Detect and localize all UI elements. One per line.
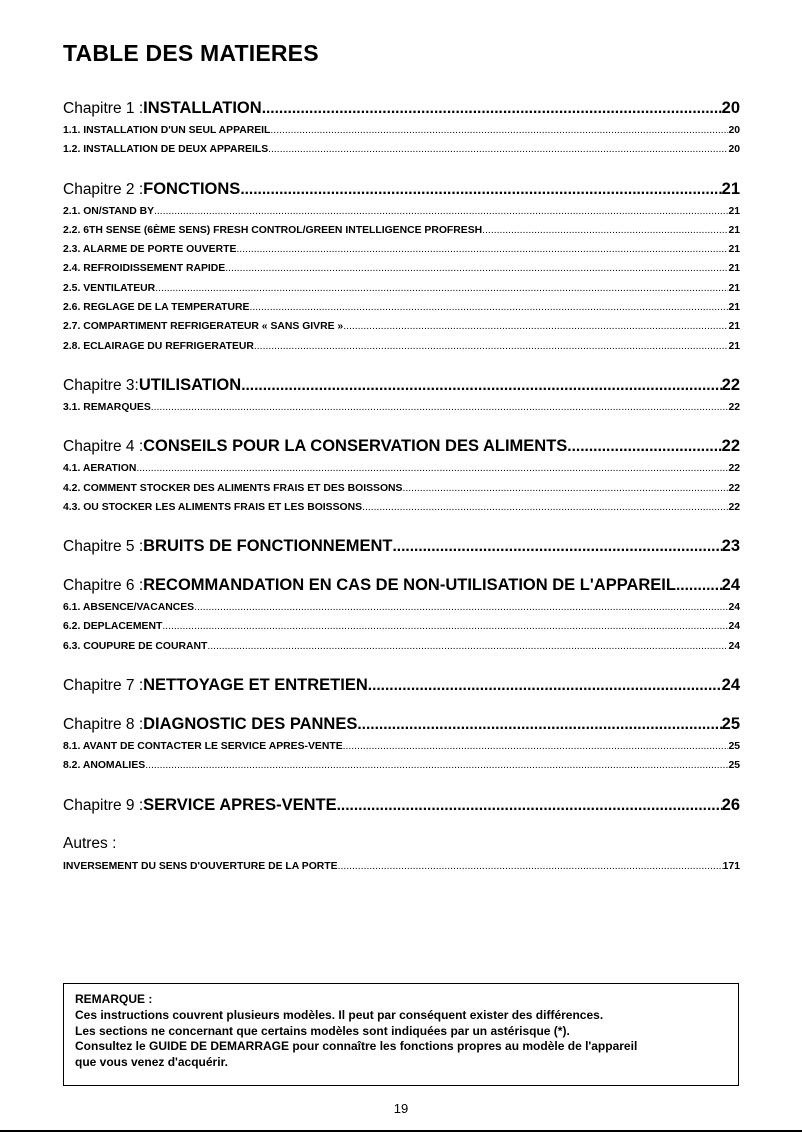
section-title: 6.1. ABSENCE/VACANCES xyxy=(63,602,195,614)
chapter-entry[interactable] xyxy=(63,433,740,459)
section-title: 2.2. 6TH SENSE (6ÈME SENS) FRESH CONTROL/GREEN INTELLIGENCE PROFRESH xyxy=(63,224,483,236)
dot-leader xyxy=(268,140,728,159)
section-entry[interactable] xyxy=(63,737,740,756)
section-entry[interactable] xyxy=(63,317,740,336)
note-line: Consultez le GUIDE DE DEMARRAGE pour connaître les fonctions propres au modèle de l'appareil xyxy=(75,1039,638,1054)
section-page-number: 171 xyxy=(722,860,740,872)
section-entry[interactable] xyxy=(63,598,740,617)
section-entry[interactable] xyxy=(63,498,740,517)
section-title: 1.2. INSTALLATION DE DEUX APPAREILS xyxy=(63,144,269,156)
chapter-prefix: Chapitre 3: xyxy=(63,376,139,394)
note-line: que vous venez d'acquérir. xyxy=(75,1055,228,1070)
section-title: 2.4. REFROIDISSEMENT RAPIDE xyxy=(63,263,226,275)
dot-leader xyxy=(162,617,728,636)
chapter-entry[interactable] xyxy=(63,176,740,202)
section-entry[interactable] xyxy=(63,479,740,498)
chapter-page-number: 22 xyxy=(721,437,740,456)
spacer xyxy=(63,559,740,572)
section-title: 2.3. ALARME DE PORTE OUVERTE xyxy=(63,244,237,256)
dot-leader xyxy=(337,793,722,819)
dot-leader xyxy=(402,479,728,498)
section-entry[interactable] xyxy=(63,337,740,356)
section-page-number: 21 xyxy=(728,263,740,275)
section-title: INVERSEMENT DU SENS D'OUVERTURE DE LA PORTE xyxy=(63,860,338,872)
section-title: 8.1. AVANT DE CONTACTER LE SERVICE APRES-VENTE xyxy=(63,741,343,753)
dot-leader xyxy=(482,221,728,240)
section-entry[interactable] xyxy=(63,298,740,317)
chapter-page-number: 23 xyxy=(721,537,740,556)
section-page-number: 21 xyxy=(728,205,740,217)
dot-leader xyxy=(154,202,728,221)
dot-leader xyxy=(343,737,729,756)
section-page-number: 21 xyxy=(728,224,740,236)
dot-leader xyxy=(362,498,728,517)
section-title: 2.7. COMPARTIMENT REFRIGERATEUR « SANS GIVRE » xyxy=(63,321,344,333)
section-entry[interactable] xyxy=(63,279,740,298)
section-entry[interactable] xyxy=(63,259,740,278)
chapter-title: UTILISATION xyxy=(138,375,242,394)
chapter-entry[interactable] xyxy=(63,711,740,737)
chapter-prefix: Chapitre 2 : xyxy=(63,180,144,198)
chapter-page-number: 24 xyxy=(721,576,740,595)
spacer xyxy=(63,417,740,433)
chapter-title: RECOMMANDATION EN CAS DE NON-UTILISATION DE L'APPAREIL xyxy=(143,576,676,595)
section-title: 6.3. COUPURE DE COURANT xyxy=(63,640,208,652)
dot-leader xyxy=(357,712,721,738)
chapter-prefix: Chapitre 8 : xyxy=(63,716,144,734)
section-page-number: 24 xyxy=(728,621,740,633)
section-entry[interactable] xyxy=(63,637,740,656)
bottom-rule xyxy=(0,1130,802,1132)
section-entry[interactable] xyxy=(63,240,740,259)
chapter-entry[interactable] xyxy=(63,672,740,698)
section-title: 3.1. REMARQUES xyxy=(63,401,151,413)
chapter-title: CONSEILS POUR LA CONSERVATION DES ALIMENTS xyxy=(143,437,568,456)
dot-leader xyxy=(225,259,728,278)
section-page-number: 24 xyxy=(728,640,740,652)
section-page-number: 22 xyxy=(728,463,740,475)
dot-leader xyxy=(368,673,722,699)
section-title: 4.2. COMMENT STOCKER DES ALIMENTS FRAIS ET DES BOISSONS xyxy=(63,482,403,494)
note-line: Les sections ne concernant que certains modèles sont indiquées par un astérisque (*). xyxy=(75,1023,570,1038)
chapter-page-number: 20 xyxy=(721,99,740,117)
spacer xyxy=(63,356,740,372)
section-page-number: 25 xyxy=(728,741,740,753)
autres-heading: Autres : xyxy=(63,834,117,852)
section-title: 6.2. DEPLACEMENT xyxy=(63,621,163,633)
note-box xyxy=(63,983,739,1086)
spacer xyxy=(63,160,740,176)
section-page-number: 22 xyxy=(728,501,740,513)
chapter-prefix: Chapitre 4 : xyxy=(63,438,144,456)
section-entry[interactable] xyxy=(63,202,740,221)
section-entry[interactable] xyxy=(63,756,740,775)
section-entry[interactable] xyxy=(63,459,740,478)
page-number: 19 xyxy=(393,1101,409,1116)
chapter-entry[interactable] xyxy=(63,95,740,121)
spacer xyxy=(63,776,740,792)
section-page-number: 25 xyxy=(728,760,740,772)
chapter-title: BRUITS DE FONCTIONNEMENT xyxy=(143,537,393,556)
section-title: 2.8. ECLAIRAGE DU REFRIGERATEUR xyxy=(63,340,254,352)
chapter-prefix: Chapitre 5 : xyxy=(63,538,144,556)
section-title: 1.1. INSTALLATION D'UN SEUL APPAREIL xyxy=(63,125,271,136)
table-of-contents xyxy=(63,95,740,876)
chapter-page-number: 22 xyxy=(721,375,740,394)
section-page-number: 22 xyxy=(728,401,740,413)
page-title: TABLE DES MATIERES xyxy=(63,40,319,66)
spacer xyxy=(63,517,740,533)
chapter-prefix: Chapitre 9 : xyxy=(63,796,144,814)
chapter-prefix: Chapitre 1 : xyxy=(63,100,144,117)
section-title: 4.1. AERATION xyxy=(63,463,137,475)
chapter-entry[interactable] xyxy=(63,792,740,818)
dot-leader xyxy=(270,121,728,140)
section-title: 4.3. OU STOCKER LES ALIMENTS FRAIS ET LES BOISSONS xyxy=(63,501,363,513)
section-page-number: 24 xyxy=(728,602,740,614)
chapter-entry[interactable] xyxy=(63,372,740,398)
chapter-title: NETTOYAGE ET ENTRETIEN xyxy=(143,676,368,695)
section-page-number: 21 xyxy=(728,340,740,352)
section-title: 8.2. ANOMALIES xyxy=(63,760,146,772)
spacer xyxy=(63,656,740,672)
section-title: 2.5. VENTILATEUR xyxy=(63,282,156,294)
dot-leader xyxy=(567,434,721,460)
chapter-page-number: 26 xyxy=(721,795,740,814)
chapter-title: DIAGNOSTIC DES PANNES xyxy=(143,715,358,734)
section-entry[interactable] xyxy=(63,617,740,636)
dot-leader xyxy=(343,317,728,336)
dot-leader xyxy=(338,857,723,876)
dot-leader xyxy=(207,637,728,656)
section-page-number: 20 xyxy=(728,125,740,136)
chapter-page-number: 25 xyxy=(721,715,740,734)
dot-leader xyxy=(254,337,729,356)
dot-leader xyxy=(392,534,721,560)
dot-leader xyxy=(136,459,728,478)
chapter-page-number: 24 xyxy=(721,676,740,695)
section-entry[interactable] xyxy=(63,221,740,240)
chapter-page-number: 21 xyxy=(721,179,740,198)
chapter-title: INSTALLATION xyxy=(143,99,262,117)
section-entry[interactable] xyxy=(63,121,740,140)
note-heading: REMARQUE : xyxy=(75,992,153,1006)
section-page-number: 21 xyxy=(728,321,740,333)
dot-leader xyxy=(145,756,728,775)
section-entry[interactable] xyxy=(63,140,740,159)
section-page-number: 20 xyxy=(728,144,740,156)
section-page-number: 21 xyxy=(728,282,740,294)
dot-leader xyxy=(262,96,722,122)
dot-leader xyxy=(194,598,728,617)
chapter-entry[interactable] xyxy=(63,533,740,559)
section-page-number: 21 xyxy=(728,244,740,256)
chapter-entry[interactable] xyxy=(63,572,740,598)
spacer xyxy=(63,818,740,831)
dot-leader xyxy=(676,573,722,599)
chapter-title: SERVICE APRES-VENTE xyxy=(143,795,337,814)
section-entry[interactable] xyxy=(63,857,740,876)
section-page-number: 22 xyxy=(728,482,740,494)
chapter-title: FONCTIONS xyxy=(143,179,241,198)
dot-leader xyxy=(155,279,728,298)
section-entry[interactable] xyxy=(63,398,740,417)
spacer xyxy=(63,698,740,711)
note-line: Ces instructions couvrent plusieurs modèles. Il peut par conséquent exister des différences. xyxy=(75,1007,604,1022)
section-page-number: 21 xyxy=(728,302,740,314)
chapter-prefix: Chapitre 6 : xyxy=(63,577,144,595)
chapter-prefix: Chapitre 7 : xyxy=(63,677,144,695)
dot-leader xyxy=(241,373,721,399)
dot-leader xyxy=(249,298,728,317)
dot-leader xyxy=(151,398,729,417)
section-title: 2.6. REGLAGE DE LA TEMPERATURE xyxy=(63,302,250,314)
dot-leader xyxy=(236,240,728,259)
dot-leader xyxy=(240,177,721,203)
section-title: 2.1. ON/STAND BY xyxy=(63,205,155,217)
